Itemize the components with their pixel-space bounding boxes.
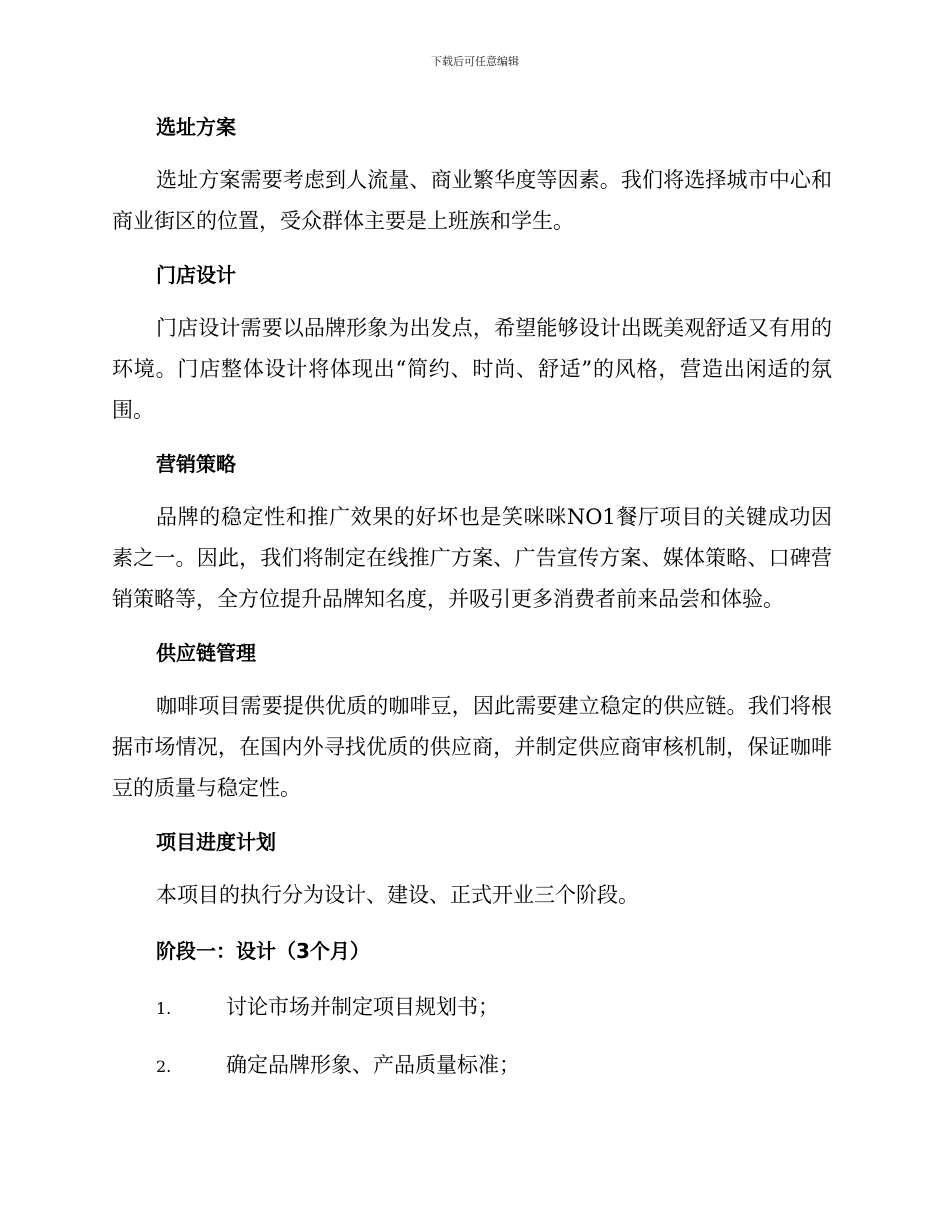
section-text-site: 选址方案需要考虑到人流量、商业繁华度等因素。我们将选择城市中心和商业街区的位置，受众群体主要是上班族和学生。 [112,168,832,233]
list-item [112,988,832,1028]
section-title-site: 选址方案 [156,115,236,139]
section-title-marketing: 营销策略 [156,452,236,476]
section-title-store: 门店设计 [156,263,236,287]
phase1-title: 阶段一：设计（3个月） [156,939,370,963]
document-body [112,108,832,1086]
list-item-text: 讨论市场并制定项目规划书； [226,995,499,1019]
list-item-text: 确定品牌形象、产品质量标准； [226,1053,520,1077]
section-title-supply: 供应链管理 [156,641,256,665]
section-title-schedule: 项目进度计划 [156,830,276,854]
section-text-marketing: 品牌的稳定性和推广效果的好坏也是笑咪咪NO1餐厅项目的关键成功因素之一。因此，我们将制定在线推广方案、广告宣传方案、媒体策略、口碑营销策略等，全方位提升品牌知名度，并吸引更多消费者前来品尝和体验。 [112,505,832,611]
page-header-note: 下载后可任意编辑 [431,55,519,68]
section-text-schedule: 本项目的执行分为设计、建设、正式开业三个阶段。 [156,883,639,907]
list-item [112,1046,832,1086]
list-item-number: 1. [156,999,172,1018]
section-text-supply: 咖啡项目需要提供优质的咖啡豆，因此需要建立稳定的供应链。我们将根据市场情况，在国内外寻找优质的供应商，并制定供应商审核机制，保证咖啡豆的质量与稳定性。 [112,694,832,800]
section-text-store: 门店设计需要以品牌形象为出发点，希望能够设计出既美观舒适又有用的环境。门店整体设计将体现出“简约、时尚、舒适”的风格，营造出闲适的氛围。 [112,316,832,422]
list-item-number: 2. [156,1057,172,1076]
